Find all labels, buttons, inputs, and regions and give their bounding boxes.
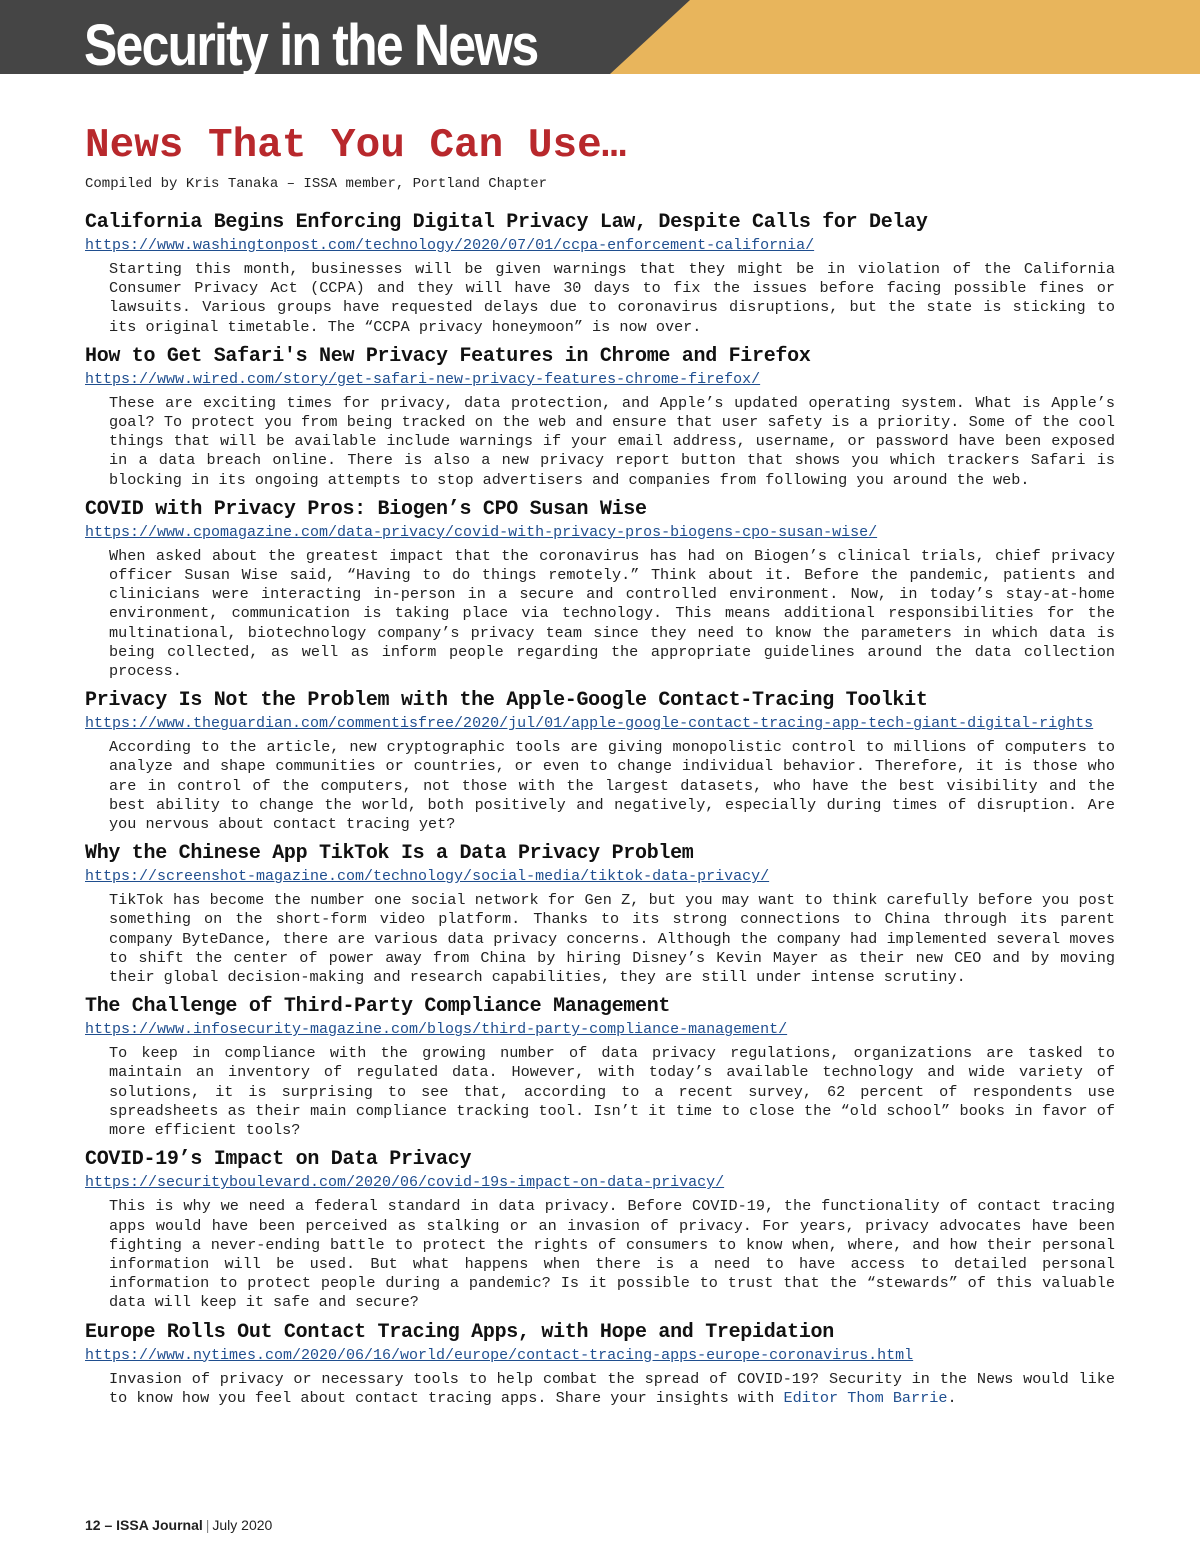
- section-banner: [0, 0, 1200, 78]
- article-link[interactable]: https://www.wired.com/story/get-safari-new-privacy-features-chrome-firefox/: [85, 370, 761, 388]
- article-item: [85, 497, 1115, 681]
- editor-email-link[interactable]: Editor Thom Barrie: [783, 1388, 948, 1407]
- article-link[interactable]: https://www.cpomagazine.com/data-privacy/covid-with-privacy-pros-biogens-cpo-susan-wise/: [85, 523, 878, 541]
- article-title: Privacy Is Not the Problem with the Apple-Google Contact-Tracing Toolkit: [85, 689, 928, 713]
- article-item: [85, 994, 1115, 1140]
- article-link[interactable]: https://www.washingtonpost.com/technology/2020/07/01/ccpa-enforcement-california/: [85, 237, 815, 254]
- byline: Compiled by Kris Tanaka – ISSA member, Portland Chapter: [85, 176, 548, 192]
- article-summary: [109, 1370, 1115, 1408]
- article-link[interactable]: https://screenshot-magazine.com/technology/social-media/tiktok-data-privacy/: [85, 868, 770, 886]
- page-content: [85, 118, 1115, 1415]
- article-link[interactable]: https://www.theguardian.com/commentisfree/2020/jul/01/apple-google-contact-tracing-app-tech-giant-digital-rights: [85, 715, 1094, 733]
- article-summary: TikTok has become the number one social network for Gen Z, but you may want to think carefully before you post something on the short-form video platform. Thanks to its strong connections to China through its parent company ByteDance, there are various data privacy concerns. Although the company had implemented several moves to shift the center of power away from China by hiring Disney’s Kevin Mayer as their new CEO and by moving their global decision-making and research capabilities, they are still under intense scrutiny.: [109, 891, 1115, 987]
- article-title: How to Get Safari's New Privacy Features in Chrome and Firefox: [85, 344, 811, 368]
- article-title: COVID with Privacy Pros: Biogen’s CPO Susan Wise: [85, 497, 647, 521]
- page-headline: News That You Can Use…: [85, 123, 627, 169]
- article-item: [85, 1320, 1115, 1408]
- article-summary: According to the article, new cryptographic tools are giving monopolistic control to millions of computers to analyze and shape communities or countries, or even to change individual behavior. Therefore, it is those who are in control of the computers, not those with the largest datasets, who have the best visibility and the best ability to change the world, both positively and negatively, especially during times of disruption. Are you nervous about contact tracing yet?: [109, 738, 1115, 834]
- article-title: California Begins Enforcing Digital Privacy Law, Despite Calls for Delay: [85, 211, 928, 234]
- footer-issue: July 2020: [212, 1517, 273, 1533]
- article-item: [85, 1147, 1115, 1312]
- article-title: The Challenge of Third-Party Compliance Management: [85, 995, 671, 1019]
- article-link[interactable]: https://securityboulevard.com/2020/06/covid-19s-impact-on-data-privacy/: [85, 1174, 725, 1192]
- article-summary: When asked about the greatest impact that the coronavirus has had on Biogen’s clinical trials, chief privacy officer Susan Wise said, “Having to do things remotely.” Think about it. Before the pandemic, patients and clinicians were interacting in-person in a secure and controlled environment. Now, in today’s stay-at-home environment, communication is taking place via technology. This means additional responsibilities for the multinational, biotechnology company’s privacy team since they need to know the parameters in which data is being collected, as well as inform people regarding the appropriate guidelines around the data collection process.: [109, 546, 1115, 681]
- article-link[interactable]: https://www.infosecurity-magazine.com/blogs/third-party-compliance-management/: [85, 1021, 788, 1039]
- article-summary-text: Invasion of privacy or necessary tools to help combat the spread of COVID-19? Security in the News would like to know how you feel about contact tracing apps. Share your insights with: [109, 1369, 1115, 1407]
- article-link[interactable]: https://www.nytimes.com/2020/06/16/world/europe/contact-tracing-apps-europe-coronavirus.html: [85, 1346, 914, 1364]
- article-summary: Starting this month, businesses will be given warnings that they might be in violation of the California Consumer Privacy Act (CCPA) and they will have 30 days to fix the issues before facing possible fines or lawsuits. Various groups have requested delays due to coronavirus disruptions, but the state is sticking to its original timetable. The “CCPA privacy honeymoon” is now over.: [109, 260, 1115, 336]
- article-summary: These are exciting times for privacy, data protection, and Apple’s updated operating system. What is Apple’s goal? To protect you from being tracked on the web and ensure that user safety is a priority. Some of the cool things that will be available include warnings if your email address, username, or password have been exposed in a data breach online. There is also a new privacy report button that shows you which trackers Safari is blocking in its ongoing attempts to stop advertisers and companies from following you around the web.: [109, 393, 1115, 489]
- article-item: [85, 841, 1115, 987]
- article-title: Europe Rolls Out Contact Tracing Apps, with Hope and Trepidation: [85, 1320, 834, 1344]
- article-item: [85, 210, 1115, 337]
- article-item: [85, 688, 1115, 834]
- page-footer: [85, 1515, 272, 1535]
- article-item: [85, 344, 1115, 490]
- article-summary: This is why we need a federal standard in data privacy. Before COVID-19, the functionality of contact tracing apps would have been perceived as stalking or an invasion of privacy. For years, privacy advocates have been fighting a never-ending battle to protect the rights of consumers to know when, where, and how their personal information will be used. But what happens when there is a need to have access to detailed personal information to protect people during a pandemic? Is it possible to trust that the “stewards” of this valuable data will keep it safe and secure?: [109, 1197, 1115, 1312]
- footer-page-label: 12 – ISSA Journal: [85, 1517, 203, 1533]
- section-title: Security in the News: [84, 13, 538, 78]
- footer-separator: |: [205, 1517, 210, 1533]
- article-title: Why the Chinese App TikTok Is a Data Privacy Problem: [85, 842, 694, 866]
- article-summary-end: .: [947, 1388, 957, 1407]
- article-summary: To keep in compliance with the growing number of data privacy regulations, organizations are tasked to maintain an inventory of regulated data. However, with today’s available technology and wide variety of solutions, it is surprising to see that, according to a recent survey, 62 percent of respondents use spreadsheets as their main compliance tracking tool. Isn’t it time to close the “old school” books in favor of more efficient tools?: [109, 1044, 1115, 1140]
- article-title: COVID-19’s Impact on Data Privacy: [85, 1148, 472, 1172]
